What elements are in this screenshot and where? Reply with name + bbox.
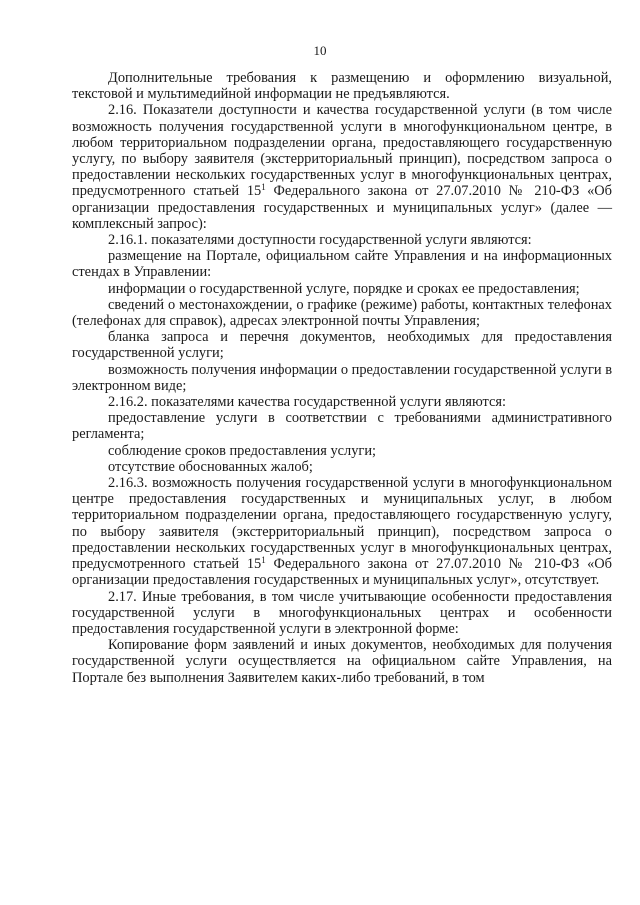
paragraph-2-16-3-text: 2.16.3. возможность получения государственной услуги в многофункциональном центре предоставления государственных и муниципальных услуг, в любом территориальном подразделении органа, предоставляющего государственную услугу, по выбору заявителя (экстерриториальный принцип), посредством запроса о предоставлении нескольких государственных услуг в многофункциональных центрах, предусмотренного статьей 15 xyxy=(72,475,612,573)
paragraph-2-16-3-text-continued: Федерального закона от 27.07.2010 № 210-ФЗ «Об организации предоставления государственных и муниципальных услуг», отсутствует. xyxy=(72,556,612,589)
list-item-regulation-compliance: предоставление услуги в соответствии с требованиями административного регламента; xyxy=(72,410,612,443)
paragraph-form-copying: Копирование форм заявлений и иных документов, необходимых для получения государственной услуги осуществляется на официальном сайте Управления, на Портале без выполнения Заявителем каких-либо требований, в том xyxy=(72,637,612,686)
paragraph-additional-requirements: Дополнительные требования к размещению и оформлению визуальной, текстовой и мультимедийной информации не предъявляются. xyxy=(72,70,612,103)
paragraph-2-16-1: 2.16.1. показателями доступности государственной услуги являются: xyxy=(108,232,532,249)
list-item-request-form: бланка запроса и перечня документов, необходимых для предоставления государственной услуги; xyxy=(72,329,612,362)
list-item-service-info: информации о государственной услуге, порядке и сроках ее предоставления; xyxy=(108,280,580,297)
footnote-superscript: 1 xyxy=(261,555,266,566)
paragraph-2-16-2: 2.16.2. показателями качества государственной услуги являются: xyxy=(108,394,507,411)
list-item-portal-placement: размещение на Портале, официальном сайте Управления и на информационных стендах в Управлении: xyxy=(72,248,612,281)
document-body xyxy=(72,70,612,686)
list-item-deadlines: соблюдение сроков предоставления услуги; xyxy=(108,442,377,459)
list-item-electronic-info: возможность получения информации о предоставлении государственной услуги в электронном виде; xyxy=(72,361,612,394)
list-item-no-complaints: отсутствие обоснованных жалоб; xyxy=(108,458,313,475)
paragraph-2-16-3 xyxy=(72,475,612,588)
paragraph-2-16-text-continued: Федерального закона от 27.07.2010 № 210-ФЗ «Об организации предоставления государственных и муниципальных услуг» (далее — комплексный запрос): xyxy=(72,183,612,232)
paragraph-2-17: 2.17. Иные требования, в том числе учитывающие особенности предоставления государственной услуги в многофункциональных центрах и особенности предоставления государственной услуги в электронной форме: xyxy=(72,588,612,637)
footnote-superscript: 1 xyxy=(261,182,266,193)
page-number: 10 xyxy=(313,43,327,58)
paragraph-2-16-text: 2.16. Показатели доступности и качества государственной услуги (в том числе возможность получения государственной услуги в многофункциональном центре, в любом территориальном подразделении органа, предоставляющего государственную услугу, по выбору заявителя (экстерриториальный принцип), посредством запроса о предоставлении нескольких государственных услуг в многофункциональных центрах, предусмотренного статьей 15 xyxy=(72,102,612,200)
paragraph-2-16 xyxy=(72,102,612,232)
list-item-location-info: сведений о местонахождении, о графике (режиме) работы, контактных телефонах (телефонах для справок), адресах электронной почты Управления; xyxy=(72,296,612,330)
